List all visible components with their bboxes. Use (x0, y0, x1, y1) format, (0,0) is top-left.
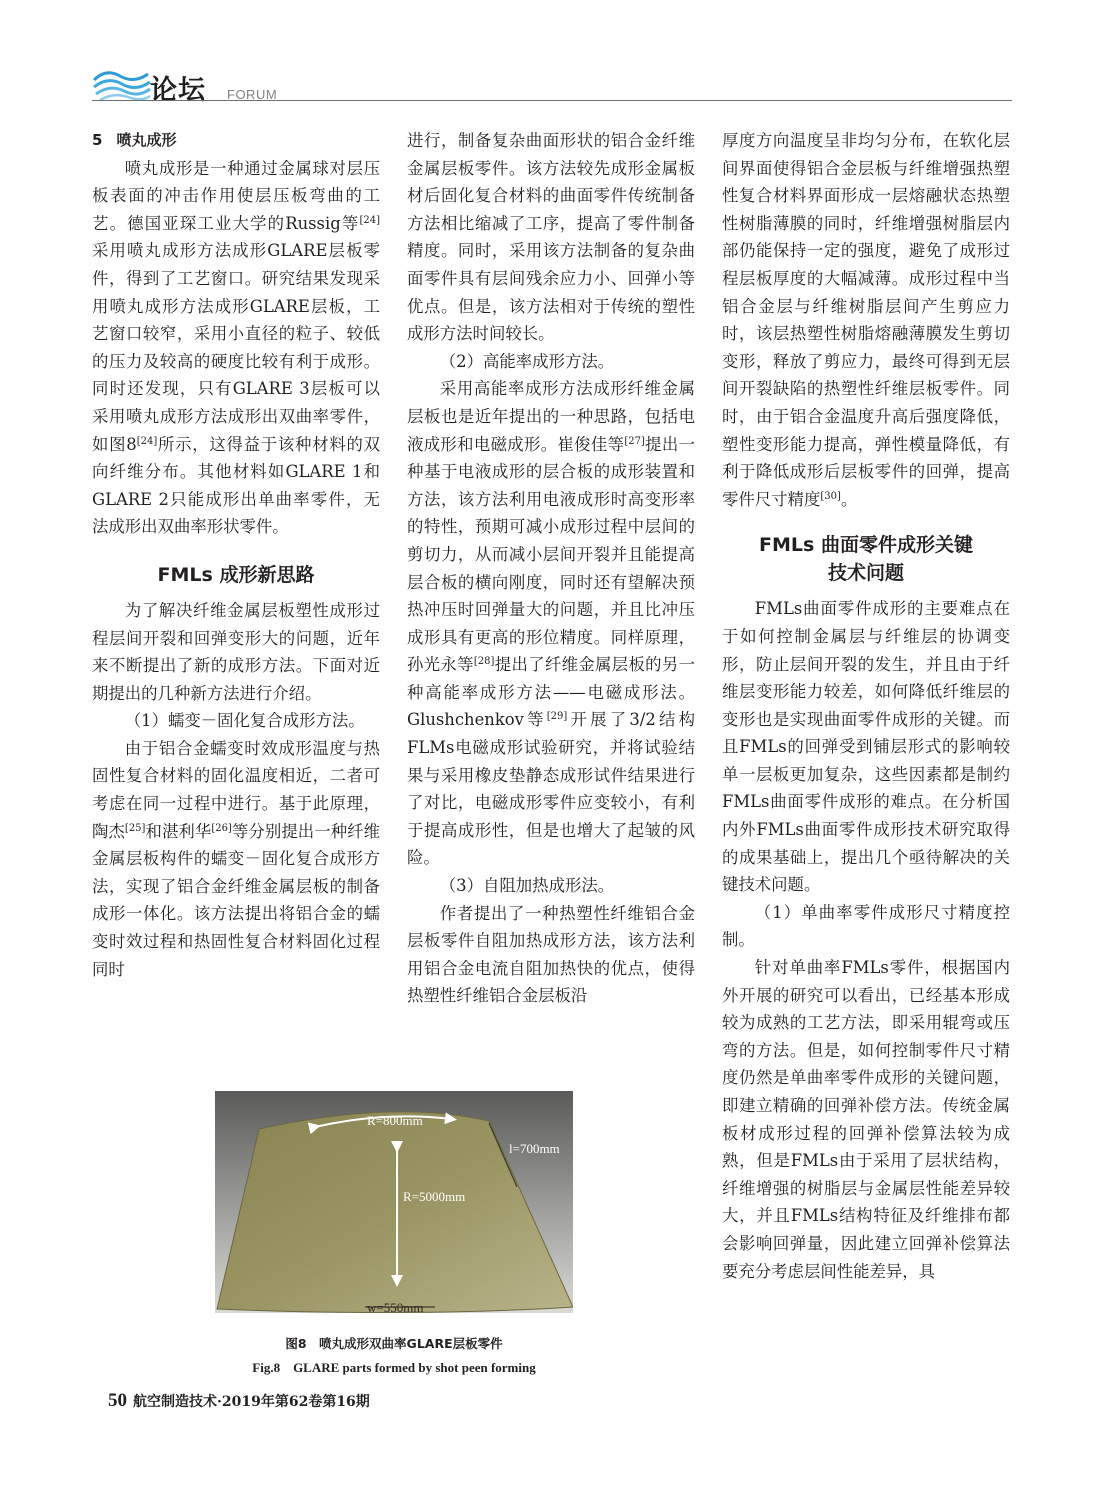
section-heading: FMLs 成形新思路 (157, 563, 315, 586)
section-subtitle: FORUM (227, 87, 278, 102)
subheading: （3）自阻加热成形法。 (439, 876, 615, 896)
text-run: 和湛利华 (145, 821, 212, 841)
figure-8-photo (215, 1091, 573, 1313)
section-5-heading (92, 127, 380, 155)
paragraph: 为了解决纤维金属层板塑性成形过程层间开裂和回弹变形大的问题，近年来不断提出了新的成形方法。下面对近期提出的几种新方法进行介绍。 (92, 600, 380, 703)
text-run: 厚度方向温度呈非均匀分布，在软化层间界面使得铝合金层板与纤维增强热塑性复合材料界面形成一层熔融状态热塑性树脂薄膜的同时，纤维增强树脂层内部仍能保持一定的强度，避免了成形过程层板厚度的大幅减薄。成形过程中当铝合金层与纤维树脂层间产生剪应力时，该层热塑性树脂熔融薄膜发生剪切变形，释放了剪应力，最终可得到无层间开裂缺陷的热塑性纤维层板零件。同时，由于铝合金温度升高后强度降低，塑性变形能力提高，弹性模量降低，有利于降低成形后层板零件的回弹，提高零件尺寸精度 (722, 131, 1010, 509)
paragraph (407, 375, 695, 872)
citation: [25] (124, 822, 146, 834)
paragraph (92, 735, 380, 983)
heading-line: 技术问题 (827, 562, 904, 585)
citation: [27] (624, 435, 645, 447)
citation: [26] (211, 822, 232, 834)
journal-info: 航空制造技术·2019年第62卷第16期 (133, 1394, 370, 1410)
page-number: 50 (108, 1390, 127, 1411)
column-3 (722, 127, 1010, 1285)
length-700-label: l=700mm (509, 1141, 560, 1156)
citation: [24] (359, 214, 380, 226)
text-run: 喷丸成形是一种通过金属球对层压板表面的冲击作用使层压板弯曲的工艺。德国亚琛工业大学的Russig等 (92, 158, 380, 233)
figure-caption-en: Fig.8 GLARE parts formed by shot peen forming (252, 1360, 536, 1375)
page-header (92, 62, 1012, 108)
paragraph: 针对单曲率FMLs零件，根据国内外开展的研究可以看出，已经基本形成较为成熟的工艺方法，即采用辊弯或压弯的方法。但是，如何控制零件尺寸精度仍然是单曲率零件成形的关键问题，即建立精确的回弹补偿方法。传统金属板材成形过程的回弹补偿算法较为成熟，但是FMLs由于采用了层状结构，纤维增强的树脂层与金属层性能差异较大，并且FMLs结构特征及纤维排布都会影响回弹量，因此建立回弹补偿算法要充分考虑层间性能差异，具 (722, 958, 1010, 1281)
subheading: （1）单曲率零件成形尺寸精度控制。 (722, 902, 1010, 950)
paragraph: FMLs曲面零件成形的主要难点在于如何控制金属层与纤维层的协调变形，防止层间开裂的发生，并且由于纤维层变形能力较差，如何降低纤维层的变形也是实现曲面零件成形的关键。而且FMLs的回弹受到铺层形式的影响较单一层板更加复杂，这些因素都是制约FMLs曲面零件成形的难点。在分析国内外FMLs曲面零件成形技术研究取得的成果基础上，提出几个亟待解决的关键技术问题。 (722, 599, 1010, 895)
paragraph (92, 155, 380, 541)
citation: [24] (136, 435, 158, 447)
text-run: 所示，这得益于该种材料的双向纤维分布。其他材料如GLARE 1和GLARE 2只能成形出单曲率零件，无法成形出双曲率形状零件。 (92, 434, 380, 537)
heading-line: FMLs 曲面零件成形关键 (759, 534, 973, 557)
glare-panel-image (215, 1091, 573, 1313)
paragraph (722, 127, 1010, 513)
text-run: 提出一种基于电液成形的层合板的成形装置和方法，该方法利用电液成形时高变形率的特性，预期可减小成形过程中层间的剪切力，从而减小层间开裂并且能提高层合板的横向刚度，同时还有望解决预热冲压时回弹量大的问题，并且比冲压成形具有更高的形位精度。同样原理，孙光永等 (407, 434, 696, 675)
radius-5000-label: R=5000mm (403, 1189, 466, 1204)
column-1 (92, 127, 380, 983)
section-heading-text: 喷丸成形 (116, 131, 177, 149)
width-550-label: w=550mm (367, 1300, 424, 1313)
text-run: 由于铝合金蠕变时效成形温度与热固性复合材料的固化温度相近，二者可考虑在同一过程中进行。基于此原理，陶杰 (92, 738, 380, 841)
text-run: 开展了3/2结构FLMs电磁成形试验研究，并将试验结果与采用橡皮垫静态成形试件结果进行了对比，电磁成形零件应变较小，有利于提高成形性，但是也增大了起皱的风险。 (407, 710, 695, 868)
paragraph: 作者提出了一种热塑性纤维铝合金层板零件自阻加热成形方法，该方法利用铝合金电流自阻加热快的优点，使得热塑性纤维铝合金层板沿 (407, 903, 695, 1006)
citation: [29] (546, 711, 568, 723)
citation: [30] (820, 490, 841, 502)
text-run: 提出了纤维金属层板的另一种高能率成形方法——电磁成形法。Glushchenkov等 (407, 655, 696, 730)
text-run: 。 (840, 489, 858, 509)
section-title: 论坛 (150, 75, 206, 106)
column-2 (407, 127, 695, 1010)
text-run: 等分别提出一种纤维金属层板构件的蠕变－固化复合成形方法，实现了铝合金纤维金属层板的制备成形一体化。该方法提出将铝合金的蠕变时效过程和热固性复合材料固化过程同时 (92, 821, 381, 979)
wave-logo-icon (92, 66, 152, 104)
section-heading (722, 531, 1010, 587)
text-run: 采用喷丸成形方法成形GLARE层板零件，得到了工艺窗口。研究结果发现采用喷丸成形方法成形GLARE层板，工艺窗口较窄，采用小直径的粒子、较低的压力及较高的硬度比较有利于成形。同时还发现，只有GLARE 3层板可以采用喷丸成形方法成形出双曲率零件，如图8 (92, 241, 380, 454)
section-number: 5 (92, 131, 103, 149)
radius-800-label: R=800mm (367, 1113, 423, 1128)
figure-caption-cn: 图8 喷丸成形双曲率GLARE层板零件 (285, 1336, 503, 1351)
subheading: （1）蠕变－固化复合成形方法。 (124, 711, 365, 731)
citation: [28] (473, 656, 495, 668)
header-divider (92, 100, 1012, 101)
page-footer (108, 1390, 370, 1412)
subheading: （2）高能率成形方法。 (439, 351, 615, 371)
paragraph: 进行，制备复杂曲面形状的铝合金纤维金属层板零件。该方法较先成形金属板材后固化复合材料的曲面零件传统制备方法相比缩减了工序，提高了零件制备精度。同时，采用该方法制备的复杂曲面零件具有层间残余应力小、回弹小等优点。但是，该方法相对于传统的塑性成形方法时间较长。 (407, 131, 695, 344)
text-run: 采用高能率成形方法成形纤维金属层板也是近年提出的一种思路，包括电液成形和电磁成形。崔俊佳等 (407, 379, 695, 454)
